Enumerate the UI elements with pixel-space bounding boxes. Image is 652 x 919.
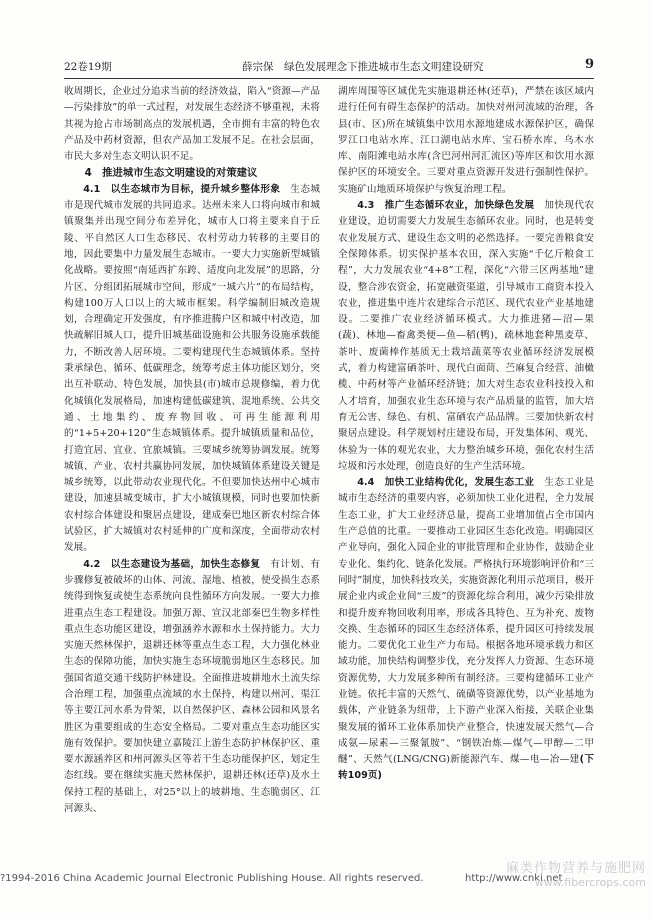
watermark-url: www.fibercrops.com [534,876,646,889]
subsection-heading: 4.3 推广生态循环农业，加快绿色发展 [357,200,535,212]
subsection-4-2 [64,557,320,818]
page-number: 9 [584,57,594,72]
running-title: 薛宗保 绿色发展理念下推进城市生态文明建设研究 [242,61,484,73]
paragraph: 收周期长，企业过分追求当前的经济效益，陷入“资源—产品—污染排放”的单一式过程，对发展生态经济不够重视，未将其视为抢占市场制高点的发展机遇，全市拥有丰富的特色农产品及中药材资源，但农产品加工发展不足。在社会层面，市民大多对生态文明认识不足。 [64,86,320,163]
subsection-heading: 4.4 加快工业结构优化，发展生态工业 [357,477,535,489]
subsection-heading: 4.2 以生态建设为基础，加快生态修复 [83,558,261,570]
right-column [338,84,594,862]
volume-issue: 22卷19期 [64,61,112,73]
subsection-4-4 [338,475,594,785]
copyright-footer: ?1994-2016 China Academic Journal Electronic Publishing House. All rights reserved. [0,873,424,884]
section-heading: 4 推进城市生态文明建设的对策建议 [84,167,258,180]
subsection-heading: 4.1 以生态城市为目标，提升城乡整体形象 [83,183,281,195]
subsection-body: 有计划、有步骤修复被破坏的山体、河流、湿地、植被，使受损生态系统得到恢复或使生态系统向良性循环方向发展。一要大力推进重点生态工程建设。加强万源、宣汉北部秦巴生物多样性重点生态功能区建设，增强涵养水源和水土保持能力。大力实施天然林保护，退耕还林等重点生态工程，大力强化林业生态的保障功能，加快实施生态环境脆弱地区生态移民。加强国省道交通干线防护林建设。全面推进坡耕地水土流失综合治理工程，加强重点流域的水土保持，构建以州河、渠江等主要江河水系为骨架，以自然保护区、森林公园和风景名胜区为重要组成的生态安全格局。二要对重点生态功能区实施有效保护。要加快建立嘉陵江上游生态防护林保护区、重要水源涵养区和州河源头区等若干生态功能保护区，划定生态红线。要在继续实施天然林保护，退耕还林(还草)及水土保持工程的基础上，对25°以上的坡耕地、生态脆弱区、江河源头、 [64,558,320,815]
watermark-title: 麻类作物营养与施肥网 [505,861,646,876]
paragraph: 湖库周围等区域优先实施退耕还林(还草)，严禁在该区域内进行任何有碍生态保护的活动。加快对州河流域的治理，各县(市、区)所在城镇集中饮用水源地建成水源保护区，确保罗江口电站水库、江口湖电站水库、宝石桥水库、乌木水库、南阳滩电站水库(含巴河州河汇流区)等库区和饮用水源保护区的环境安全。三要对重点资源开发进行强制性保护。实施矿山地质环境保护与恢复治理工程。 [338,86,594,195]
subsection-body: 生态城市是现代城市发展的共同追求。达州未来人口将向城市和城镇聚集并出现空间分布差异化，城市人口将主要来自于丘陵、平自然区人口生态移民、农村劳动力转移的主要目的地，因此要集中力量发展生态城市。一要大力实施新型城镇化战略。要按照“南延西扩东跨、适度向北发展”的思路，分片区、分组团拓展城市空间，形成“一城六片”的布局结构，构建100万人口以上的大城市框架。科学编制旧城改造规划，合理确定开发强度，有序推进腾户区和城中村改造，加快疏解旧城人口，提升旧城基础设施和公共服务设施承载能力，不断改善人居环境。二要构建现代生态城镇体系。坚持秉承绿色、循环、低碳理念，统筹考虑主体功能区划分，突出互补联动、特色发展，加快县(市)城市总规修编，着力优化城镇化发展格局，加速构建低碳建筑、混地系统、公共交通、土地集约、废弃物回收、可再生能源利用的“1+5+20+120”生态城镇体系。提升城镇质量和品位，打造宜居、宜业、宜旅城镇。三要城乡统筹协调发展。统筹城镇、产业、农村共赢协同发展，加快城镇体系建设关键是城乡统筹，以此带动农业现代化。不但要加快达州中心城市建设，加速县城变城市，扩大小城镇规模，同时也要加快新农村综合体建设和聚居点建设，建成秦巴地区新农村综合体试验区，扩大城镇对农村延伸的广度和深度，全面带动农村发展。 [64,183,320,554]
subsection-body: 加快现代农业建设，迫切需要大力发展生态循环农业。同时，也是转变农业发展方式、建设生态文明的必然选择。一要完善粮食安全保障体系。切实保护基本农田，深入实施“千亿斤粮食工程”，大力发展农业“4+8”工程，深化“六带三区两基地”建设，整合涉农资金，拓宽融资渠道，引导城市工商资本投入农业，推进集中连片农建综合示范区、现代农业产业基地建设。二要推广农业经济循环模式。大力推进猪—沼—果(蔬)、林地—畜禽类便—鱼—稻(鸭)，疏林地套种黑麦草、茶叶、废菌棒作基质无土栽培蔬菜等农业循环经济发展模式，着力构建富硒茶叶、现代白面茼、苎麻复合经营、油橄榄、中药材等产业循环经济链；加大对生态农业科技投入和人才培育，加强农业生态环境与农产品质量的监管，加大培育无公害、绿色、有机、富硒农产品品牌。三要加快新农村聚居点建设。科学规划村庄建设布局，开发集体闲、观光、休验为一体的观光农业，大力整治城乡环境，强化农村生活垃圾和污水处理，创造良好的生产生活环境。 [338,200,594,472]
subsection-4-3 [338,198,594,475]
subsection-4-1 [64,182,320,557]
cnki-url[interactable]: http://www.cnki.net [465,873,563,884]
subsection-body: 生态工业是城市生态经济的重要内容，必须加快工业化进程，全力发展生态工业，扩大工业经济总量，提高工业增加值占全市国内生产总值的比重。一要推动工业园区生态化改造。明确园区产业导向，强化入园企业的审批管理和企业协作，鼓励企业专业化、集约化、链条化发展。严格执行环境影响评价和“三同时”制度，加快科技攻关，实施资源化利用示范项目，极开展企业内或企业间“三废”的资源化综合利用，减少污染排放和提升废弃物回收利用率，形成各具特色、互为补充、废物交换、生态循环的园区生态经济体系，提升园区可持续发展能力。二要优化工业生产力布局。根据各地环境承载力和区域功能，加快结构调整步伐，充分发挥人力资源、生态环境资源优势，大力发展多种所有制经济。三要构建循环工业产业链。依托丰富的天然气、硫磺等资源优势，以产业基地为载体，产业链条为纽带，上下游产业深入衔接，关联企业集聚发展的循环工业体系加快产业整合，快速发展天然气—合成氨—尿素—三聚氰胺”、“钢铁冶炼—煤气—甲醇—二甲醚”、天然气(LNG/CNG)新能源汽车、煤—电—冶—建 [338,477,594,766]
left-column [64,84,320,862]
header-rule [64,78,594,79]
watermark [506,862,646,890]
continued-note: (下转109页) [338,754,594,782]
running-header [64,58,594,76]
